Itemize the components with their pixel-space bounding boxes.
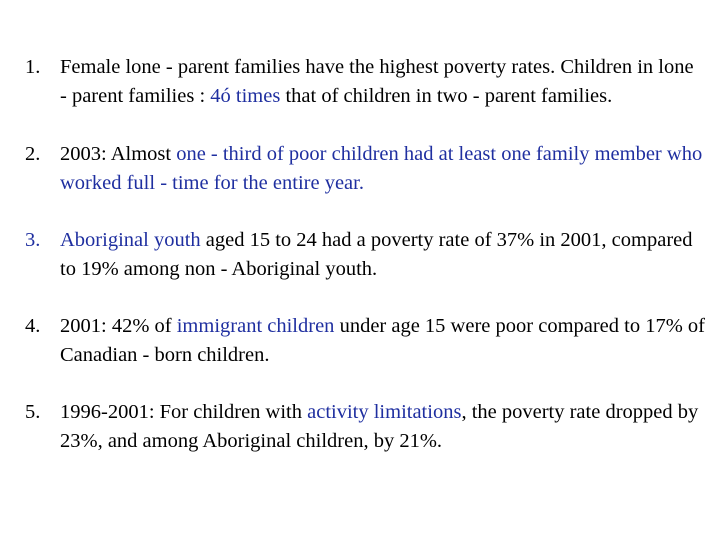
highlight-span: one - third of poor children had at least one family member who worked full - time for the entire year. — [60, 143, 703, 194]
list-item — [25, 312, 705, 370]
list-item — [25, 398, 705, 456]
item-number: 3. — [25, 229, 41, 251]
item-text — [60, 143, 702, 194]
text-span: 2001: 42% of — [60, 315, 177, 337]
item-number: 4. — [25, 315, 41, 337]
text-span: 1996-2001: For children with — [60, 401, 308, 423]
item-text — [60, 229, 693, 280]
item-number: 2. — [25, 143, 41, 165]
item-number: 1. — [25, 56, 41, 78]
item-text — [60, 315, 705, 366]
highlight-span: Aboriginal youth — [60, 229, 201, 251]
item-text — [60, 401, 698, 452]
highlight-span: immigrant children — [176, 315, 335, 337]
highlight-span: 4ó times — [210, 85, 281, 107]
text-span: aged 15 to 24 had a poverty rate of 37% in 2001, compared to 19% among non - Aboriginal youth. — [60, 229, 693, 280]
item-number: 5. — [25, 401, 41, 423]
text-span: 2003: Almost — [60, 143, 177, 165]
list-item — [25, 53, 705, 111]
list-item — [25, 226, 705, 284]
text-span: Female lone - parent families have the highest poverty rates. Children in lone - parent families : — [60, 56, 694, 107]
highlight-span: activity limitations — [307, 401, 462, 423]
text-span: under age 15 were poor compared to 17% of Canadian - born children. — [60, 315, 706, 366]
text-span: that of children in two - parent families. — [280, 85, 613, 107]
numbered-list — [25, 53, 705, 456]
item-text — [60, 56, 694, 107]
text-span: , the poverty rate dropped by 23%, and among Aboriginal children, by 21%. — [60, 401, 699, 452]
list-item — [25, 140, 705, 198]
